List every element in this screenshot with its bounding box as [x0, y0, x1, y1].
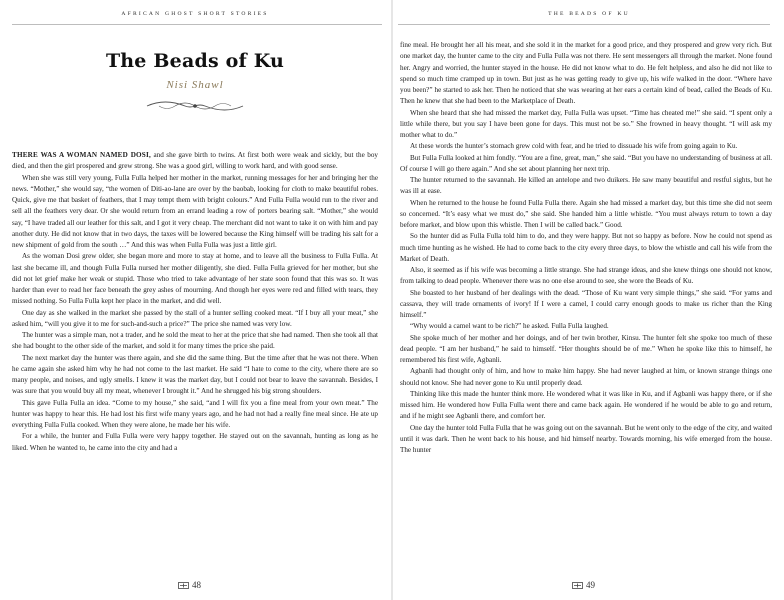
left-page	[0, 0, 390, 600]
paragraph: The hunter returned to the savannah. He killed an antelope and two duikers. He saw many beautiful and restful sights, but he was ill at ease.	[400, 176, 772, 196]
right-body-text	[400, 40, 772, 456]
opening-caps: THERE WAS A WOMAN NAMED DOSI,	[12, 151, 151, 159]
paragraph: She spoke much of her mother and her doings, and of her twin brother, Kinsu. The hunter felt she spoke too much of these dead people. “I am her husband,” he said to himself. “Her thoughts should be of me.” When he spoke like this to himself, he remembered his first wife, Agbanli.	[400, 333, 772, 364]
folio-number: 48	[192, 580, 201, 590]
paragraph: Thinking like this made the hunter think more. He wondered what it was like in Ku, and if Agbanli was happy there, or if she missed him. He wondered how Fulla Fulla went there and came back again. He wondered if he would be able to go and return, and if he might see Agbanli there, and comfort her.	[400, 389, 772, 421]
paragraph: The next market day the hunter was there again, and she did the same thing. But the time after that he was not there. When he came again she asked him why he had not come to the last market. He said “I hate to come to the city, where there are so many people, and noises, and ugly smells. I knew it was the market day, but I could not bear to leave the savannah. Besides, I was sure that you would buy all my meat, whenever I brought it.” And he shrugged his big strong shoulders.	[12, 353, 378, 396]
page-number-right	[572, 580, 632, 592]
page-number-left	[178, 580, 238, 592]
left-body-text	[12, 150, 378, 454]
opening-rest: and she gave birth to twins. At first both were weak and sickly, but the boy died, and then the girl prospered and grew strong. She was a good girl, willing to work hard, and with good sense.	[12, 151, 378, 171]
paragraph: When she was still very young, Fulla Fulla helped her mother in the market, running messages for her and bringing her the news. “Mother,” she would say, “the women of Diti-ao-lane are over by the baobab, looking for cloth to make beautiful robes. Quick, give me that basket of feathers, that I may tempt them with bright colours.” And Fulla Fulla would run to the river and sell all the feathers very dear. Or she would return from an errand leading a row of porters bearing salt. “Mother,” she would say, “I have traded all our leather for this salt, and I got it very cheap. The merchant did not want to take it on with him and pay another duty. He did not know that in two days, the taxes will be lowered because the King himself will be trading his salt for a new shipment of gold from the south …” And this was when Fulla Fulla was just a little girl.	[12, 173, 378, 249]
header-rule-left	[12, 24, 382, 25]
paragraph: As the woman Dosi grew older, she began more and more to stay at home, and to leave all the business to Fulla Fulla. At last she became ill, and though Fulla Fulla nursed her mother diligently, she died. Fulla Fulla grieved for her mother, but she did not let grief make her weak or stupid. Those who tried to take advantage of her state soon found that this was so. It was harder than ever to read her face beneath the grey ashes of mourning. And though her eyes were red and filled with tears, they missed nothing. So Fulla Fulla kept her place in the market, and did well.	[12, 252, 378, 306]
right-page	[394, 0, 784, 600]
running-head-left: AFRICAN GHOST SHORT STORIES	[121, 11, 269, 17]
paragraph: But Fulla Fulla looked at him fondly. “You are a fine, great, man,” she said. “But you have no understanding of business at all. Of course I will go there again.” And she set about planning her next trip.	[400, 153, 772, 173]
paragraph: One day as she walked in the market she passed by the stall of a hunter selling cooked meat. “If I buy all your meat,” she asked him, “will you give it to me for such-and-such a price?” The price she named was very low.	[12, 308, 378, 328]
header-rule-right	[398, 24, 770, 25]
paragraph: When she heard that she had missed the market day, Fulla Fulla was upset. “Time has cheated me!” she said. “I spent only a little while there, but you say I have been gone for days. This must not be so.” She frowned in heavy thought. “I will ask my mother what to do.”	[400, 108, 772, 139]
story-author: Nisi Shawl	[166, 79, 224, 91]
paragraph: When he returned to the house he found Fulla Fulla there. Again she had missed a market day, but this time she did not seem so concerned. “It’s easy what we must do,” she said. She handed him a little whistle. “You must always return to town a day before market, and blow upon this whistle. Then I will be called back.” Good.	[400, 198, 772, 229]
paragraph: So the hunter did as Fulla Fulla told him to do, and they were happy. But not so happy as before. Now he could not spend as much time hunting as he wished. He had to come back to the city every three days, to blow the whistle and call his wife from the Market of Death.	[400, 232, 772, 263]
story-title: The Beads of Ku	[105, 50, 285, 72]
continued-paragraph: fine meal. He brought her all his meat, and she sold it in the market for a good price, and they prospered and grew very rich. But one market day, the hunter came to the city and Fulla Fulla was not there. He sent messengers all through the market. None found her. Angry and worried, the hunter stayed in the house. He did not know what to do. He felt helpless, and also he did not like to spend so much time cramped up in town. But just as he was getting ready to give up, his wife walked in the door. “Where have you been?” he started to ask her. Then he noticed that she was wearing at her ears a certain kind of bead, called the Beads of Ku. Then he knew that she had been to the Marketplace of Death.	[400, 41, 772, 106]
paragraph: At these words the hunter’s stomach grew cold with fear, and he tried to dissuade his wife from going again to Ku.	[410, 142, 738, 151]
paragraph: “Why would a camel want to be rich?” he asked. Fulla Fulla laughed.	[410, 322, 609, 331]
paragraph: One day the hunter told Fulla Fulla that he was going out on the savannah. But he went only to the edge of the city, and waited until it was dark. Then he went back to his house, and hid himself nearby. Towards morning, his wife emerged from the house. The hunter	[400, 423, 772, 454]
paragraph: This gave Fulla Fulla an idea. “Come to my house,” she said, “and I will fix you a fine meal from your own meat.” The hunter was happy to hear this. He had lost his first wife many years ago, and he had not had a really fine meal since. He ate up everything Fulla Fulla cooked. When they were alone, he made her his wife.	[12, 398, 378, 429]
opening-paragraph	[12, 150, 378, 173]
ornament-icon	[145, 98, 245, 114]
folio-ornament-icon	[178, 582, 189, 589]
paragraph: She boasted to her husband of her dealings with the dead. “Those of Ku want very simple things,” she said. “For yams and cassava, they will trade ornaments of ivory! If I were a camel, I could carry enough goods to make us richer than the King himself.”	[400, 288, 772, 319]
folio-ornament-icon	[572, 582, 583, 589]
running-head-right: THE BEADS OF KU	[548, 11, 630, 17]
gutter	[391, 0, 393, 600]
folio-number: 49	[586, 580, 595, 590]
paragraph: The hunter was a simple man, not a trader, and he sold the meat to her at the price that she had named. Then she took all that she had bought to the other side of the market, and sold it for many times the price she paid.	[12, 331, 378, 351]
paragraph: For a while, the hunter and Fulla Fulla were very happy together. He stayed out on the savannah, hunting as long as he liked. When he wanted to, he came into the city and had a	[12, 432, 378, 452]
paragraph: Agbanli had thought only of him, and how to make him happy. She had never laughed at him, or known strange things one should not know. She had never gone to Ku until properly dead.	[400, 367, 772, 387]
paragraph: Also, it seemed as if his wife was becoming a little strange. She had strange ideas, and she knew things one should not know, from talking to dead people. Whenever there was no one else around to see, she wore the Beads of Ku.	[400, 266, 772, 286]
